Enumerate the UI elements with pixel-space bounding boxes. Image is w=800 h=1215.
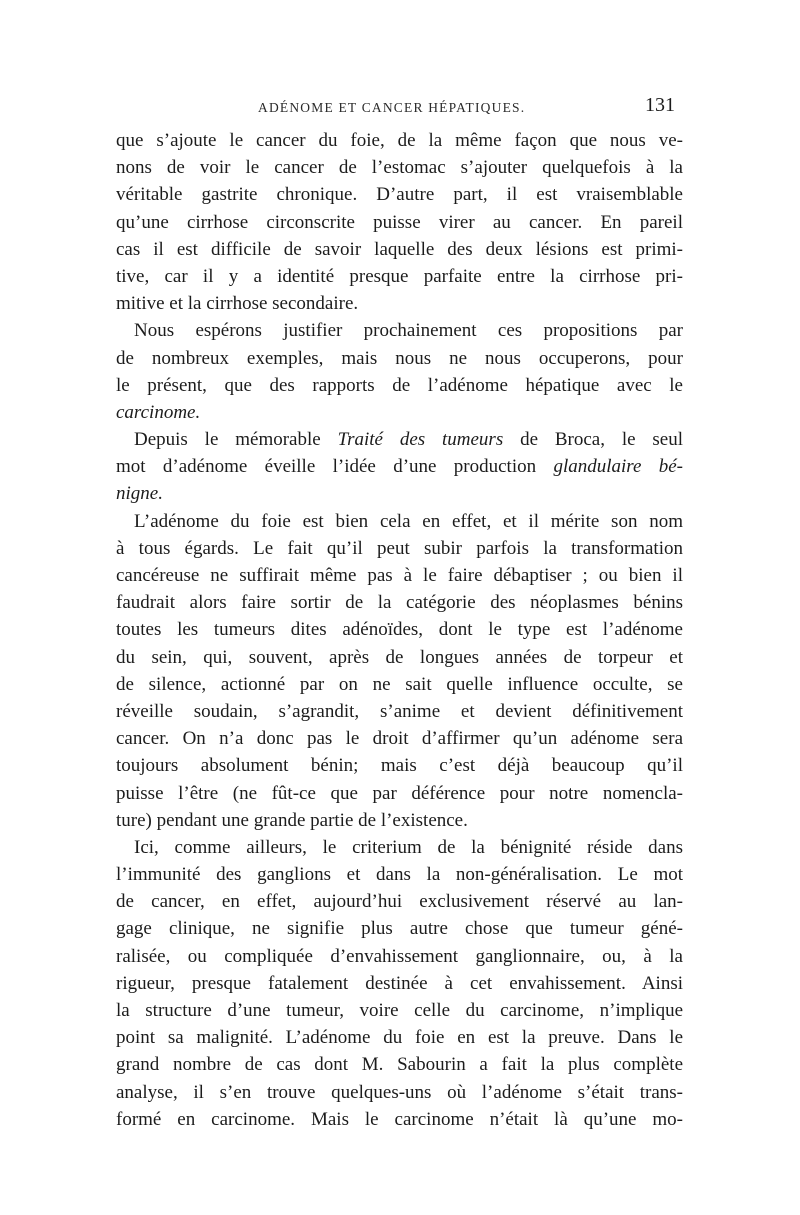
text-segment: la structure d’une tumeur, voire celle du carcinome, n’implique bbox=[116, 1000, 683, 1021]
text-segment: point sa malignité. L’adénome du foie en est la preuve. Dans le bbox=[116, 1027, 683, 1049]
text-line bbox=[116, 209, 683, 236]
text-segment: cancéreuse ne suffirait même pas à le faire débaptiser ; ou bien il bbox=[116, 565, 683, 586]
text-line bbox=[116, 290, 683, 317]
body-text bbox=[116, 127, 683, 1133]
text-line bbox=[116, 780, 683, 807]
text-segment: grand nombre de cas dont M. Sabourin a fait la plus complète bbox=[116, 1054, 683, 1076]
text-line bbox=[116, 644, 683, 671]
page-number: 131 bbox=[645, 94, 675, 116]
text-segment: mot d’adénome éveille l’idée d’une production bbox=[116, 456, 554, 478]
text-line bbox=[116, 915, 683, 942]
text-segment: du sein, qui, souvent, après de longues années de torpeur et bbox=[116, 646, 683, 668]
text-segment: cas il est difficile de savoir laquelle des deux lésions est primi- bbox=[116, 238, 683, 260]
text-line bbox=[116, 236, 683, 263]
text-line bbox=[116, 154, 683, 181]
italic-text: glandulaire bé- bbox=[553, 456, 683, 478]
text-line bbox=[116, 399, 683, 426]
text-line bbox=[116, 1106, 683, 1133]
text-segment: que s’ajoute le cancer du foie, de la même façon que nous ve- bbox=[116, 130, 683, 151]
text-line bbox=[116, 263, 683, 290]
text-line bbox=[116, 861, 683, 888]
italic-text: carcinome. bbox=[116, 401, 201, 423]
text-segment: cancer. On n’a donc pas le droit d’affirmer qu’un adénome sera bbox=[116, 728, 683, 750]
text-line bbox=[116, 725, 683, 752]
text-line bbox=[116, 508, 683, 535]
text-line bbox=[116, 616, 683, 643]
text-segment: Depuis le mémorable bbox=[134, 429, 338, 451]
text-segment: puisse l’être (ne fût-ce que par déférence pour notre nomencla- bbox=[116, 782, 683, 804]
text-segment: de cancer, en effet, aujourd’hui exclusivement réservé au lan- bbox=[116, 891, 683, 913]
text-segment: faudrait alors faire sortir de la catégorie des néoplasmes bénins bbox=[116, 592, 683, 614]
text-segment: nons de voir le cancer de l’estomac s’ajouter quelquefois à la bbox=[116, 157, 683, 179]
text-segment: gage clinique, ne signifie plus autre chose que tumeur géné- bbox=[116, 918, 683, 940]
italic-text: Traité des tumeurs bbox=[337, 429, 504, 451]
text-segment: à tous égards. Le fait qu’il peut subir parfois la transformation bbox=[116, 537, 683, 559]
text-segment: véritable gastrite chronique. D’autre part, il est vraisemblable bbox=[116, 184, 683, 206]
text-segment: ture) pendant une grande partie de l’existence. bbox=[116, 809, 468, 831]
text-line bbox=[116, 943, 683, 970]
text-segment: le présent, que des rapports de l’adénome hépatique avec le bbox=[116, 374, 683, 396]
text-line bbox=[116, 752, 683, 779]
text-segment: Ici, comme ailleurs, le criterium de la bénignité réside dans bbox=[134, 836, 683, 858]
italic-text: nigne. bbox=[116, 483, 163, 505]
text-line bbox=[116, 480, 683, 507]
text-line bbox=[116, 834, 683, 861]
text-line bbox=[116, 807, 683, 834]
text-segment: réveille soudain, s’agrandit, s’anime et devient définitivement bbox=[116, 700, 683, 722]
text-line bbox=[116, 535, 683, 562]
text-segment: tive, car il y a identité presque parfaite entre la cirrhose pri- bbox=[116, 265, 683, 287]
text-segment: L’adénome du foie est bien cela en effet, et il mérite son nom bbox=[134, 510, 683, 532]
text-line bbox=[116, 127, 683, 154]
text-line bbox=[116, 317, 683, 344]
text-line bbox=[116, 426, 683, 453]
text-segment: analyse, il s’en trouve quelques-uns où l’adénome s’était trans- bbox=[116, 1081, 683, 1103]
text-segment: toutes les tumeurs dites adénoïdes, dont le type est l’adénome bbox=[116, 619, 683, 641]
text-segment: Nous espérons justifier prochainement ces propositions par bbox=[134, 320, 683, 342]
text-line bbox=[116, 372, 683, 399]
text-segment: qu’une cirrhose circonscrite puisse virer au cancer. En pareil bbox=[116, 211, 683, 233]
text-segment: ralisée, ou compliquée d’envahissement ganglionnaire, ou, à la bbox=[116, 945, 683, 967]
text-line bbox=[116, 671, 683, 698]
text-line bbox=[116, 562, 683, 589]
text-line bbox=[116, 888, 683, 915]
text-segment: de Broca, le seul bbox=[503, 429, 683, 451]
text-segment: de silence, actionné par on ne sait quelle influence occulte, se bbox=[116, 673, 683, 695]
text-line bbox=[116, 1024, 683, 1051]
text-segment: mitive et la cirrhose secondaire. bbox=[116, 293, 359, 315]
text-line bbox=[116, 1051, 683, 1078]
text-line bbox=[116, 970, 683, 997]
text-line bbox=[116, 589, 683, 616]
text-line bbox=[116, 345, 683, 372]
text-segment: de nombreux exemples, mais nous ne nous occuperons, pour bbox=[116, 347, 683, 369]
text-line bbox=[116, 698, 683, 725]
text-segment: rigueur, presque fatalement destinée à cet envahissement. Ainsi bbox=[116, 972, 683, 994]
running-head: ADÉNOME ET CANCER HÉPATIQUES. bbox=[258, 100, 526, 115]
text-segment: l’immunité des ganglions et dans la non-généralisation. Le mot bbox=[116, 864, 683, 886]
text-line bbox=[116, 1079, 683, 1106]
text-line bbox=[116, 453, 683, 480]
text-line bbox=[116, 181, 683, 208]
text-segment: formé en carcinome. Mais le carcinome n’était là qu’une mo- bbox=[116, 1108, 683, 1130]
text-line bbox=[116, 997, 683, 1024]
text-segment: toujours absolument bénin; mais c’est déjà beaucoup qu’il bbox=[116, 755, 683, 777]
